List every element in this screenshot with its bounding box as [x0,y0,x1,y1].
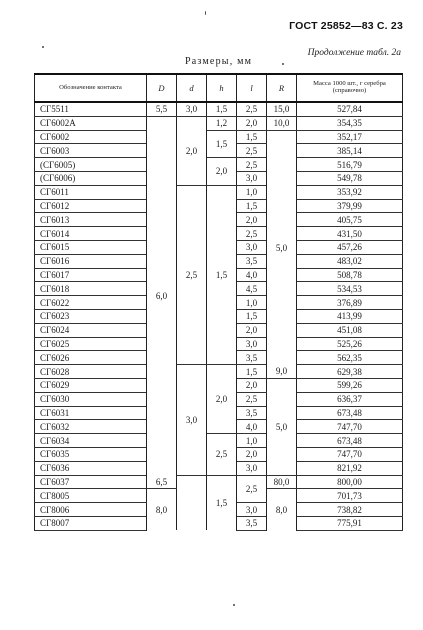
l-cell: 3,5 [237,406,267,420]
l-cell: 1,0 [237,185,267,199]
mass-cell: 527,84 [297,102,403,116]
R-cell: 8,0 [267,489,297,530]
l-cell: 2,0 [237,447,267,461]
l-cell: 4,0 [237,268,267,282]
h-cell: 1,5 [207,185,237,364]
designation-cell: СГ6036 [35,461,147,475]
h-cell: 2,5 [207,434,237,475]
d-cell [177,475,207,530]
mass-cell: 562,35 [297,351,403,365]
mass-cell: 747,70 [297,447,403,461]
l-cell: 2,5 [237,227,267,241]
mass-cell: 599,26 [297,378,403,392]
designation-cell: (СГ6006) [35,171,147,185]
mass-cell: 701,73 [297,489,403,503]
h-cell: 2,0 [207,365,237,434]
l-cell: 3,5 [237,254,267,268]
designation-cell: СГ6026 [35,351,147,365]
R-cell: 5,0 [267,378,297,475]
l-cell: 1,5 [237,309,267,323]
designation-cell: СГ8005 [35,489,147,503]
R-cell: 15,0 [267,102,297,116]
mass-cell: 821,92 [297,461,403,475]
designation-cell: СГ6013 [35,213,147,227]
mass-cell: 354,35 [297,116,403,130]
contact-dimensions-table [34,73,403,531]
col-header-D: D [147,74,177,102]
designation-cell: СГ6014 [35,227,147,241]
table-row [35,475,403,489]
l-cell: 2,5 [237,392,267,406]
designation-cell: СГ6034 [35,434,147,448]
col-header-h: h [207,74,237,102]
D-cell: 8,0 [147,489,177,530]
scan-speck [282,63,284,65]
l-cell: 1,5 [237,365,267,379]
designation-cell: СГ6030 [35,392,147,406]
designation-cell: СГ6015 [35,240,147,254]
d-cell: 2,5 [177,185,207,364]
table-row [35,434,403,448]
designation-cell: СГ6017 [35,268,147,282]
h-cell: 1,5 [207,102,237,116]
l-cell: 3,5 [237,351,267,365]
designation-cell: СГ6037 [35,475,147,489]
mass-cell: 525,26 [297,337,403,351]
l-cell: 3,0 [237,503,267,517]
l-cell: 2,5 [237,144,267,158]
mass-cell: 352,17 [297,130,403,144]
col-header-mass: Масса 1000 шт., г серебра (справочно) [297,74,403,102]
table-row [35,185,403,199]
designation-cell: СГ6002 [35,130,147,144]
l-cell: 2,5 [237,158,267,172]
col-header-designation: Обозначение контакта [35,74,147,102]
mass-cell: 800,00 [297,475,403,489]
mass-cell: 673,48 [297,406,403,420]
mass-cell: 483,02 [297,254,403,268]
designation-cell: СГ6002А [35,116,147,130]
h-cell: 1,5 [207,130,237,158]
designation-cell: СГ6016 [35,254,147,268]
l-cell: 1,0 [237,434,267,448]
designation-cell: СГ6011 [35,185,147,199]
designation-cell: СГ6024 [35,323,147,337]
l-cell: 1,5 [237,199,267,213]
table-row [35,365,403,379]
mass-cell: 413,99 [297,309,403,323]
table-row [35,116,403,130]
mass-cell: 629,38 [297,365,403,379]
l-cell: 2,0 [237,378,267,392]
mass-cell: 431,50 [297,227,403,241]
l-cell: 1,0 [237,296,267,310]
R-cell: 10,0 [267,116,297,130]
mass-cell: 516,79 [297,158,403,172]
mass-cell: 738,82 [297,503,403,517]
d-cell: 3,0 [177,365,207,475]
mass-cell: 379,99 [297,199,403,213]
designation-cell: СГ8006 [35,503,147,517]
mass-cell: 451,08 [297,323,403,337]
l-cell: 4,5 [237,282,267,296]
designation-cell: СГ6028 [35,365,147,379]
l-cell: 1,5 [237,130,267,144]
d-cell: 3,0 [177,102,207,116]
d-cell: 2,0 [177,116,207,185]
mass-cell: 385,14 [297,144,403,158]
R-cell: 9,0 [267,365,297,379]
l-cell: 2,0 [237,213,267,227]
col-header-d: d [177,74,207,102]
l-cell: 3,0 [237,240,267,254]
dimensions-caption: Размеры, мм [185,56,253,67]
mass-cell: 457,26 [297,240,403,254]
l-cell: 4,0 [237,420,267,434]
l-cell: 2,5 [237,102,267,116]
h-cell: 1,5 [207,475,237,530]
table-header-row [35,74,403,102]
designation-cell: СГ6023 [35,309,147,323]
l-cell: 3,0 [237,337,267,351]
mass-cell: 353,92 [297,185,403,199]
col-header-R: R [267,74,297,102]
col-header-l: l [237,74,267,102]
l-cell: 2,0 [237,323,267,337]
table-continuation-note: Продолжение табл. 2а [307,48,401,58]
mass-cell: 747,70 [297,420,403,434]
designation-cell: СГ6029 [35,378,147,392]
table-row [35,158,403,172]
designation-cell: СГ6032 [35,420,147,434]
D-cell: 5,5 [147,102,177,116]
mass-cell: 549,78 [297,171,403,185]
R-cell: 5,0 [267,130,297,365]
l-cell: 2,5 [237,475,267,503]
mass-cell: 376,89 [297,296,403,310]
scan-speck [205,11,206,15]
h-cell: 1,2 [207,116,237,130]
designation-cell: СГ6018 [35,282,147,296]
designation-cell: (СГ6005) [35,158,147,172]
designation-cell: СГ8007 [35,516,147,530]
mass-cell: 775,91 [297,516,403,530]
l-cell: 2,0 [237,116,267,130]
scan-speck [233,604,235,606]
designation-cell: СГ6012 [35,199,147,213]
R-cell: 80,0 [267,475,297,489]
scan-speck [42,46,44,48]
mass-cell: 508,78 [297,268,403,282]
D-cell: 6,5 [147,475,177,489]
designation-cell: СГ6022 [35,296,147,310]
D-cell: 6,0 [147,116,177,475]
designation-cell: СГ6031 [35,406,147,420]
mass-cell: 534,53 [297,282,403,296]
table-row [35,130,403,144]
l-cell: 3,0 [237,171,267,185]
mass-cell: 673,48 [297,434,403,448]
page-header: ГОСТ 25852—83 С. 23 [289,20,403,32]
mass-cell: 636,37 [297,392,403,406]
table-row [35,102,403,116]
mass-cell: 405,75 [297,213,403,227]
l-cell: 3,0 [237,461,267,475]
designation-cell: СГ5511 [35,102,147,116]
h-cell: 2,0 [207,158,237,186]
designation-cell: СГ6003 [35,144,147,158]
l-cell: 3,5 [237,516,267,530]
designation-cell: СГ6035 [35,447,147,461]
designation-cell: СГ6025 [35,337,147,351]
